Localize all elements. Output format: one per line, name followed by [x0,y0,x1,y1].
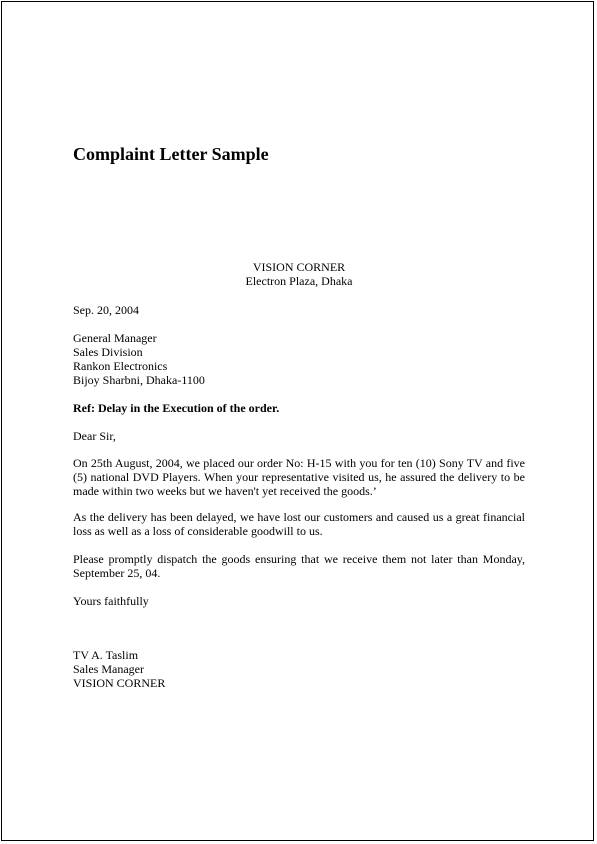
document-title: Complaint Letter Sample [73,144,269,164]
signature-name: TV A. Taslim [73,648,139,662]
signature-company: VISION CORNER [73,676,166,690]
recipient-line-company: Rankon Electronics [73,359,168,373]
recipient-line-address: Bijoy Sharbni, Dhaka-1100 [73,373,205,387]
signature-position: Sales Manager [73,662,144,676]
body-paragraph-1: On 25th August, 2004, we placed our order No: H-15 with you for ten (10) Sony TV and five (5) national DVD Players. When your representative visited us, he assured the delivery to be made within two weeks but we haven't yet received the goods.’ [73,456,525,498]
recipient-line-title: General Manager [73,331,157,345]
sender-name: VISION CORNER [252,260,346,274]
closing: Yours faithfully [73,594,149,608]
page-border [1,1,594,841]
sender-address: Electron Plaza, Dhaka [245,274,353,288]
body-paragraph-3: Please promptly dispatch the goods ensuring that we receive them not later than Monday, September 25, 04. [73,552,525,580]
body-paragraph-2: As the delivery has been delayed, we have lost our customers and caused us a great financial loss as well as a loss of considerable goodwill to us. [73,510,525,538]
recipient-line-division: Sales Division [73,345,143,359]
letter-date: Sep. 20, 2004 [73,303,139,317]
recipient-address [73,331,525,387]
salutation: Dear Sir, [73,429,116,443]
signature-block [73,648,525,690]
reference-line: Ref: Delay in the Execution of the order. [73,401,280,415]
sender-header [73,260,525,288]
